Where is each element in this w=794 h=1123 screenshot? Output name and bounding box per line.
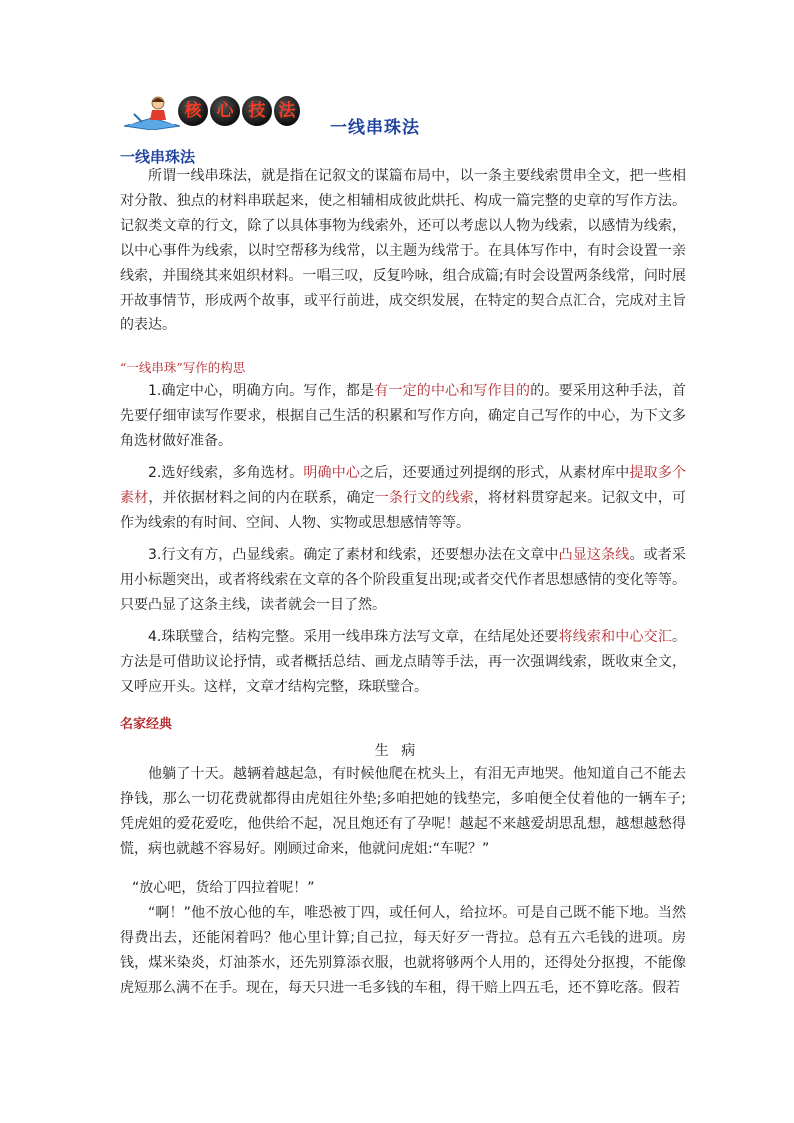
classics-heading: 名家经典: [120, 717, 173, 732]
step-4-text-a: 4.珠联璧合，结构完整。采用一线串珠方法写文章，在结尾处还要: [148, 629, 559, 645]
step-4-text-c: 。方法是可借助议论抒情，或者概括总结、画龙点睛等手法，再一次强调线索，既收束全文，又呼应开头。这样，文章才结构完整，珠联璧合。: [120, 629, 686, 695]
step-2-text-a: 2.选好线索，多角选材。: [148, 465, 304, 481]
step-1-highlight: 有一定的中心和写作目的: [374, 383, 531, 399]
core-skill-banner: [118, 92, 298, 132]
banner-char-1: 核: [178, 96, 208, 126]
section-heading: 一线串珠法: [120, 148, 196, 166]
banner-char-4: 法: [274, 96, 300, 126]
step-1-text-a: 1.确定中心，明确方向。写作，都是: [148, 383, 375, 399]
story-paragraph-2: “放心吧，货给丁四拉着呢！”: [132, 880, 315, 896]
step-3-text-a: 3.行文有方，凸显线索。确定了素材和线索，还要想办法在文章中: [148, 547, 559, 563]
step-2-highlight-1: 明确中心: [303, 465, 361, 481]
step-2-highlight-2: 提取多个素材: [120, 465, 687, 506]
story-paragraph-3: “啊！”他不放心他的车，唯恐被丁四，或任何人，给拉坏。可是自己既不能下地。当然得费出去，还能闲着吗？他心里计算;自己拉，每天好歹一背拉。总有五六毛钱的进项。房钱，煤米染炎，灯油茶水，还先别算添衣服，也就将够两个人用的，还得处分抠搜，不能像虎短那么满不在手。现在，每天只进一毛多钱的车租，得干赔上四五毛，还不算吃落。假若: [120, 905, 686, 996]
banner-char-3: 技: [242, 96, 272, 126]
step-2-highlight-3: 一条行文的线索: [374, 489, 474, 506]
step-3-text-c: 。或者采用小标题突出，或者将线索在文章的各个阶段重复出现;或者交代作者思想感情的变化等等。只要凸显了这条主线，读者就会一目了然。: [120, 547, 687, 613]
page-title: 一线串珠法: [330, 118, 420, 138]
step-3-highlight: 凸显这条线: [558, 547, 630, 563]
story-paragraph-1: 他躺了十天。越辆着越起急，有时候他爬在枕头上，有泪无声地哭。他知道自己不能去挣钱，那么一切花费就都得由虎姐往外垫;多咱把她的钱垫完，多咱便全仗着他的一辆车子;凭虎姐的爱花爱吃，他供给不起，况且炮还有了孕呢！越起不来越爱胡思乱想，越想越愁得慌，病也就越不容易好。刚顾过命来，他就问虎姐:“车呢？”: [120, 766, 686, 857]
step-2-paragraph: [120, 461, 686, 536]
step-2-text-c: 之后，还要通过列提纲的形式，从素材库中: [360, 465, 630, 481]
step-1-paragraph: [120, 379, 686, 454]
step-4-paragraph: [120, 625, 686, 700]
banner-char-2: 心: [210, 96, 240, 126]
story-title: 生 病: [374, 743, 420, 759]
step-2-text-e: ，并依据材料之间的内在联系，确定: [148, 489, 375, 506]
intro-paragraph: 所谓一线串珠法，就是指在记叙文的谋篇布局中，以一条主要线索贯串全文，把一些相对分散、独点的材料串联起来，使之相辅相成彼此烘托、构成一篇完整的史章的写作方法。记叙类文章的行文，除了以具体事物为线索外，还可以考虑以人物为线索，以感情为线索，以中心事件为线索，以时空帮移为线常，以主题为线常于。在具体写作中，有时会设置一亲线索，并围绕其来姐织材料。一唱三叹，反复吟咏，组合成篇;有时会设置两条线常，问时展开故事情节，形成两个故事，或平行前进，成交织发展，在特定的契合点汇合，完成对主旨的表达。: [120, 168, 686, 334]
reading-person-icon: [122, 96, 184, 130]
step-4-highlight: 将线索和中心交汇: [558, 629, 672, 645]
structure-heading: “一线串珠”写作的构思: [120, 360, 246, 375]
step-2-text-g: ，将材料贯穿起来。记叙文中，可作为线索的有时间、空间、人物、实物或思想感情等等。: [120, 489, 687, 531]
step-1-text-c: 的。要采用这种手法，首先要仔细审读写作要求，根据自己生活的积累和写作方向，确定自己写作的中心，为下文多角选材做好准备。: [120, 383, 687, 449]
step-3-paragraph: [120, 543, 686, 618]
